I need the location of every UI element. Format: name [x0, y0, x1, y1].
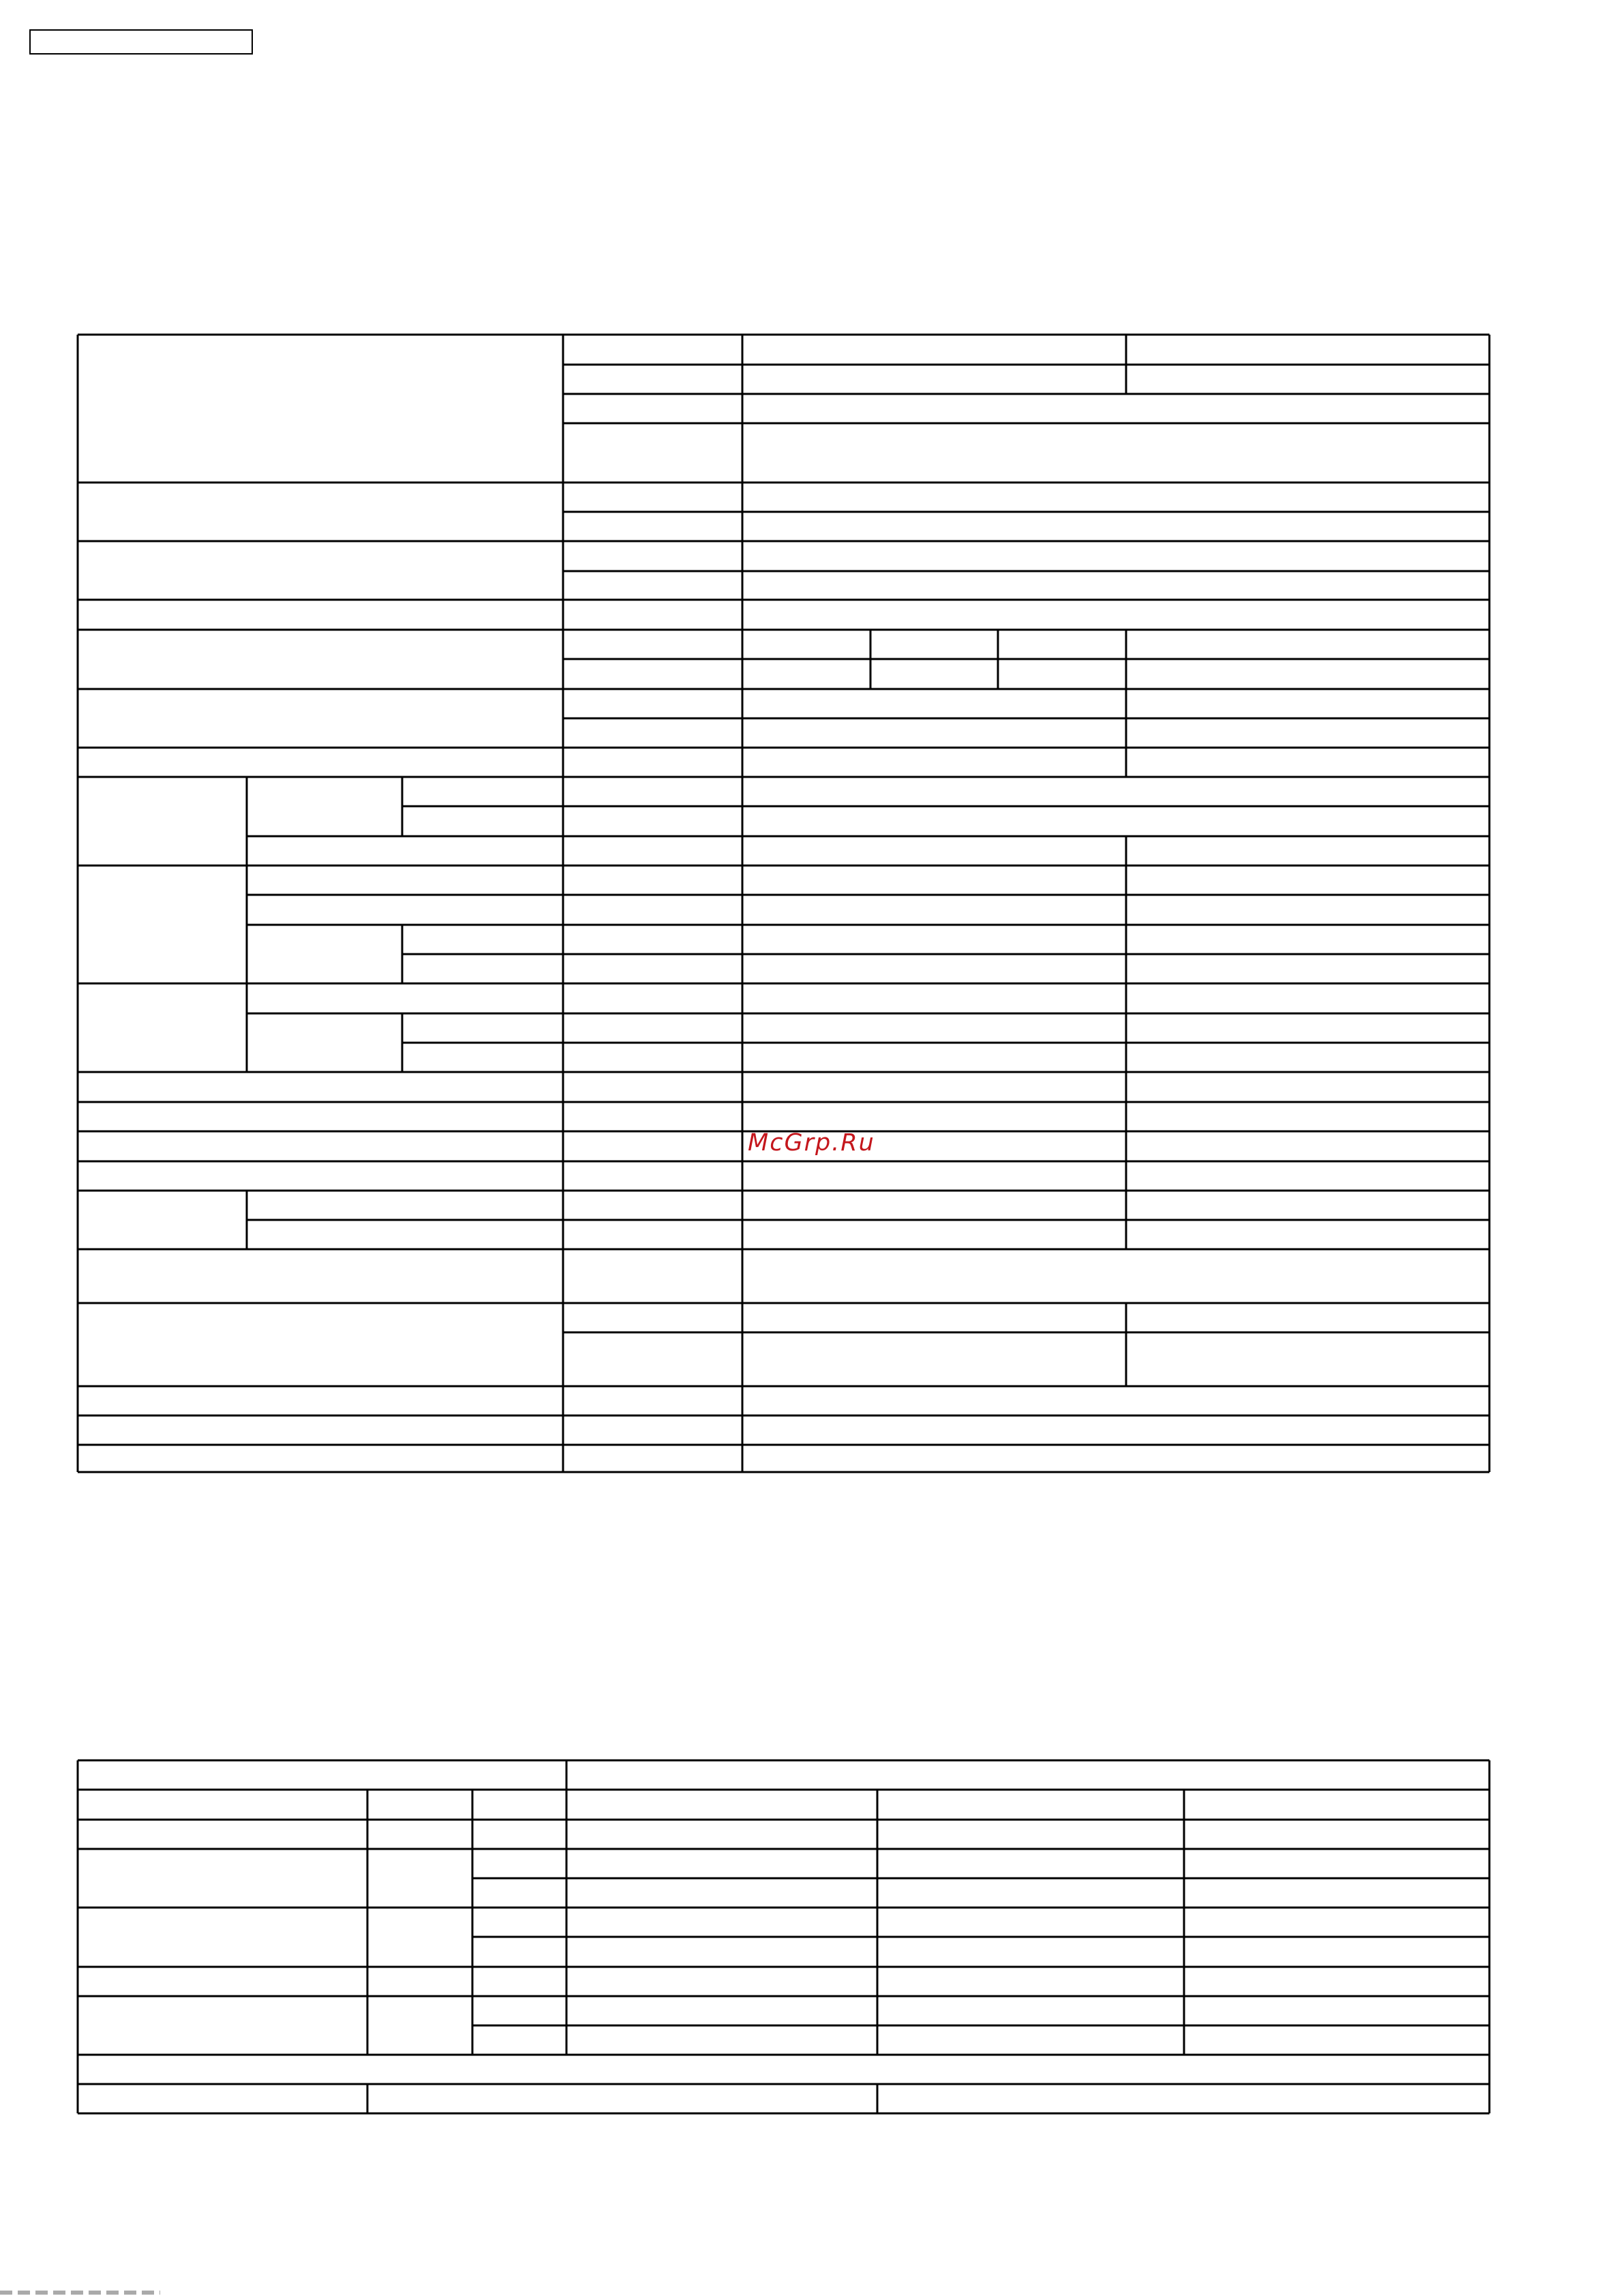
watermark-text: McGrp.Ru: [748, 1129, 875, 1157]
secondary-table-borders: [78, 1760, 1489, 2113]
footer-strip: [0, 2291, 160, 2295]
